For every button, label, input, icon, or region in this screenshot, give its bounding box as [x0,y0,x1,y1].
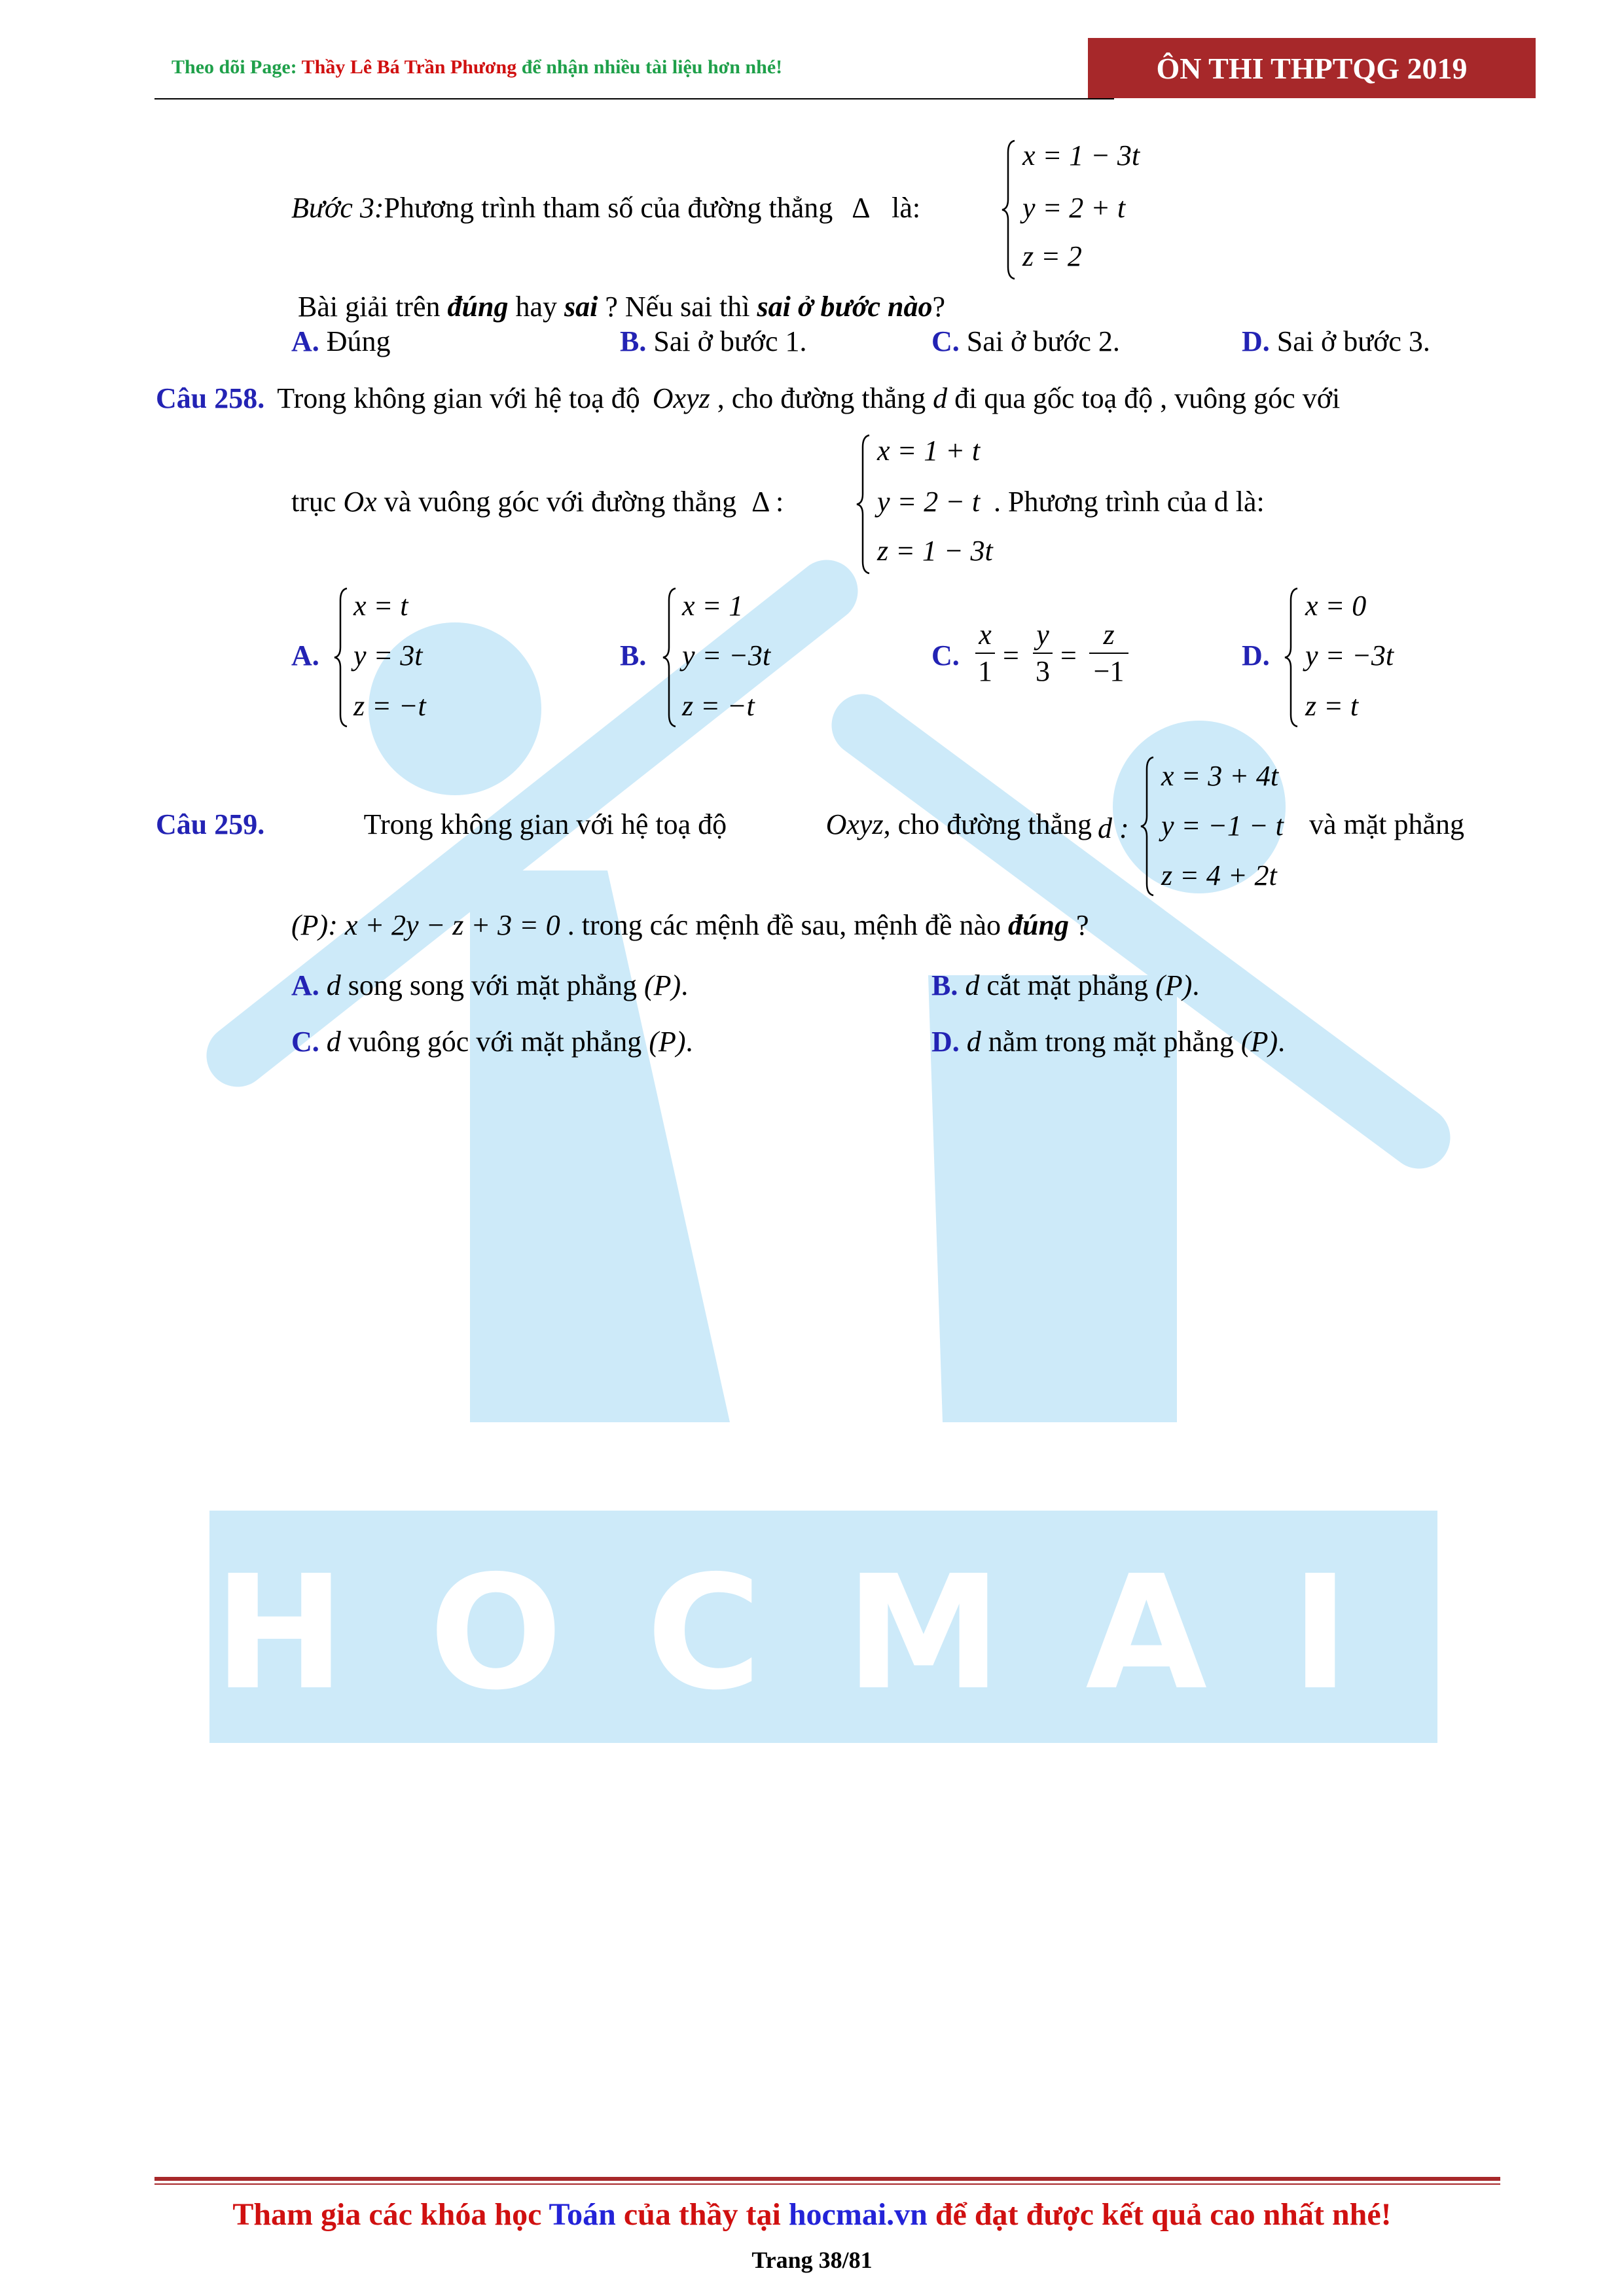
q258-d-y: y = −3t [1305,639,1394,672]
verdict-dung: đúng [447,291,509,323]
footer-site-link[interactable]: hocmai.vn [788,2197,928,2232]
q259-label: Câu 259. [156,808,265,840]
frac-den: −1 [1093,655,1125,687]
q258-line1 [156,382,1498,415]
option-text: nằm trong mặt phẳng [988,1026,1234,1058]
option-text: Sai ở bước 1. [653,325,807,357]
q259-d-colon: d : [1098,812,1129,844]
verdict-qmark: ? [932,291,945,323]
q259-eq-y: y = −1 − t [1161,810,1284,842]
footer-rule-thin [154,2183,1500,2185]
q258-option-c-letter[interactable]: C. [931,639,960,672]
option-letter: B. [620,325,647,357]
option-text: Sai ở bước 3. [1276,325,1430,357]
q259-line2 [291,908,1089,942]
q259-oxyz: Oxyz [825,808,884,840]
footer-text-3: để đạt được kết quả cao nhất nhé! [935,2197,1392,2232]
q258-label: Câu 258. [156,382,265,414]
option-d: d [965,969,980,1001]
q259-plane: (P) [291,909,329,941]
option-d: d [326,969,341,1001]
step3-eq-x: x = 1 − 3t [1022,139,1140,171]
q258-d-x: x = 0 [1305,590,1367,622]
q259-qmark: ? [1075,909,1089,941]
verdict-text-3: ? Nếu sai thì [605,291,750,323]
q258-text-3: đi qua gốc toạ độ , vuông góc với [954,382,1341,414]
frac-den: 1 [978,655,992,687]
footer-text-1: Tham gia các khóa học [232,2197,542,2232]
footer-text-2: của thầy tại [623,2197,781,2232]
frac-num: x [979,619,992,651]
q259-brace [1139,756,1156,897]
q258-ox: Ox [343,486,377,518]
q259-option-a[interactable] [291,969,688,1002]
q259-line1 [156,808,1092,841]
footer-toan: Toán [549,2197,616,2232]
q259-eq-z: z = 4 + 2t [1161,859,1277,891]
q259-text-1: Trong không gian với hệ toạ độ [363,808,727,840]
watermark-text: HOCMAI [213,1541,1434,1725]
q258-eq-y: y = 2 − t [877,486,981,518]
option-letter: D. [1242,325,1270,357]
verdict-text-2: hay [515,291,557,323]
q258-text-1: Trong không gian với hệ toạ độ [277,382,640,414]
q258-option-a-letter[interactable]: A. [291,639,319,672]
step3-delta: Δ [852,192,869,224]
q258-c-frac-z [1089,619,1128,688]
q258-d: d [933,382,948,414]
q258-c-eq-1: = [1003,639,1019,672]
follow-page-link[interactable]: Thầy Lê Bá Trần Phương [301,56,517,78]
q258-c-frac-y [1033,619,1053,688]
frac-den: 3 [1036,655,1050,687]
q258-option-b-letter[interactable]: B. [620,639,647,672]
q259-text-3: và mặt phẳng [1309,808,1465,840]
q258-option-b-brace [661,587,678,728]
step3-la: là: [892,192,921,224]
option-d: d [966,1026,981,1058]
q258-b-x: x = 1 [682,590,744,622]
q258-oxyz: Oxyz [652,382,710,414]
q258-d-z: z = t [1305,690,1359,722]
page-number: Trang 38/81 [751,2247,873,2273]
step3-line [291,191,920,224]
q258-line2 [291,485,784,518]
option-text: Sai ở bước 2. [966,325,1120,357]
q259-option-c[interactable] [291,1025,693,1058]
q258-b-z: z = −t [682,690,755,722]
verdict-text-1: Bài giải trên [298,291,441,323]
verdict-sai: sai [564,291,598,323]
option-text: Đúng [326,325,391,357]
step3-brace [1000,139,1017,280]
q259-option-d[interactable] [931,1025,1285,1058]
verdict-option-c[interactable] [931,325,1120,358]
option-plane: (P) [649,1026,686,1058]
frac-num: z [1103,619,1115,651]
option-end: . [685,1026,693,1058]
option-letter: A. [291,325,319,357]
verdict-sai-o-buoc: sai ở bước nào [757,291,933,323]
q259-dung: đúng [1008,909,1069,941]
q258-a-y: y = 3t [353,639,423,672]
option-letter: C. [931,325,960,357]
option-text: vuông góc với mặt phẳng [348,1026,642,1058]
follow-prefix: Theo dõi Page: [171,56,297,78]
q258-c-eq-2: = [1060,639,1077,672]
q258-delta: Δ : [751,486,784,518]
option-d: d [326,1026,341,1058]
q258-option-d-letter[interactable]: D. [1242,639,1270,672]
q258-option-d-brace [1283,587,1300,728]
header-rule [154,98,1114,99]
q258-eq-z: z = 1 − 3t [877,535,993,567]
option-letter: A. [291,969,319,1001]
step3-eq-y: y = 2 + t [1022,192,1126,224]
q258-a-z: z = −t [353,690,426,722]
option-plane: (P) [1240,1026,1278,1058]
option-text: song song với mặt phẳng [348,969,638,1001]
verdict-option-a[interactable] [291,325,391,358]
option-letter: C. [291,1026,319,1058]
q258-eq-x: x = 1 + t [877,435,981,467]
option-letter: D. [931,1026,960,1058]
header-follow-text [171,56,782,79]
q258-text-2: , cho đường thẳng [717,382,926,414]
q259-text-4: . trong các mệnh đề sau, mệnh đề nào [567,909,1001,941]
q258-a-x: x = t [353,590,408,622]
frac-num: y [1036,619,1049,651]
follow-suffix: để nhận nhiều tài liệu hơn nhé! [521,56,783,78]
exam-badge: ÔN THI THPTQG 2019 [1088,38,1536,98]
option-end: . [681,969,689,1001]
q259-eq-x: x = 3 + 4t [1161,760,1279,792]
q258-b-y: y = −3t [682,639,771,672]
q258-c-frac-x [975,619,995,688]
footer-rule-thick [154,2177,1500,2181]
footer-promo [0,2197,1624,2233]
step3-text: Phương trình tham số của đường thẳng [384,192,833,224]
q259-plane-eq: : x + 2y − z + 3 = 0 [328,909,560,941]
option-end: . [1278,1026,1286,1058]
option-plane: (P) [1155,969,1193,1001]
step3-label: Bước 3: [291,192,384,224]
q258-option-a-brace [333,587,350,728]
q259-option-b[interactable] [931,969,1199,1002]
q259-text-2: , cho đường thẳng [883,808,1092,840]
option-end: . [1192,969,1200,1001]
q258-text-6: . Phương trình của d là: [994,486,1265,518]
option-letter: B. [931,969,958,1001]
verdict-option-b[interactable] [620,325,807,358]
q258-text-4: trục [291,486,336,518]
verdict-question [298,290,945,323]
option-text: cắt mặt phẳng [986,969,1149,1001]
q258-brace [855,434,872,575]
option-plane: (P) [644,969,681,1001]
q258-text-5: và vuông góc với đường thẳng [384,486,737,518]
step3-eq-z: z = 2 [1022,240,1082,272]
verdict-option-d[interactable] [1242,325,1430,358]
